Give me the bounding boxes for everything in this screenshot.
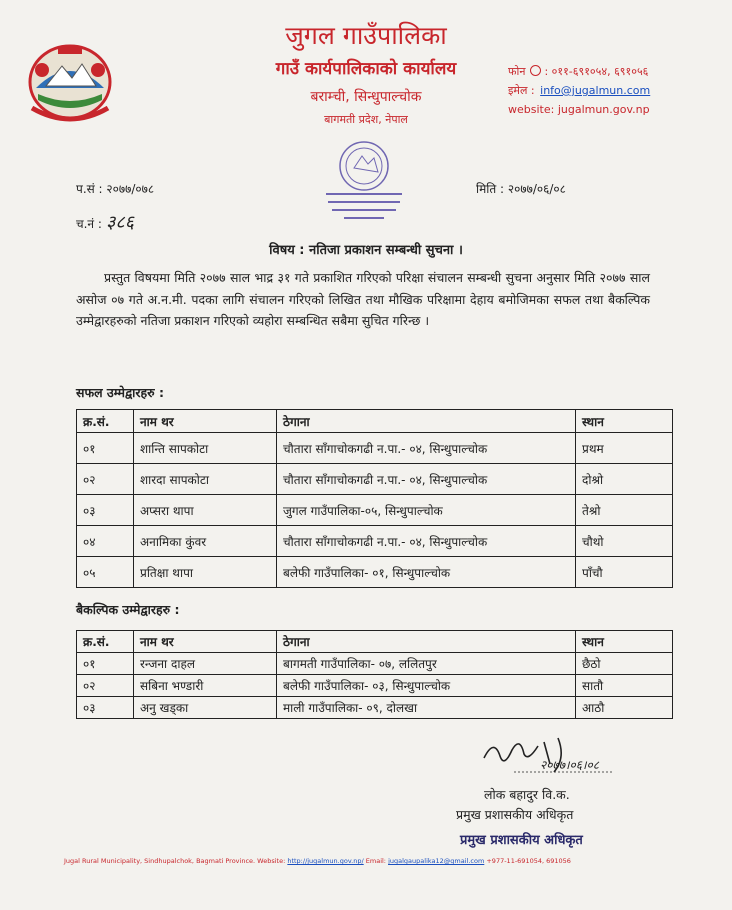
table-cell: सबिना भण्डारी bbox=[134, 675, 277, 697]
table-cell: ०३ bbox=[77, 697, 134, 719]
reference-number: प.सं : २०७७/०७८ bbox=[76, 182, 155, 196]
successful-candidates-table bbox=[76, 409, 673, 588]
letter-date: मिति : २०७७/०६/०८ bbox=[476, 182, 566, 196]
table-cell: चौतारा साँगाचोकगढी न.पा.- ०४, सिन्धुपाल्चोक bbox=[277, 526, 576, 557]
table-cell: सातौ bbox=[576, 675, 673, 697]
footer-email-label: Email: bbox=[365, 857, 386, 865]
table-row bbox=[77, 557, 673, 588]
column-header: ठेगाना bbox=[277, 410, 576, 433]
successful-heading: सफल उम्मेद्वारहरु : bbox=[76, 385, 164, 400]
table-row bbox=[77, 495, 673, 526]
column-header: स्थान bbox=[576, 410, 673, 433]
province: बागमती प्रदेश, नेपाल bbox=[324, 113, 408, 126]
alternate-heading: बैकल्पिक उम्मेद्वारहरु : bbox=[76, 602, 180, 617]
column-header: क्र.सं. bbox=[77, 410, 134, 433]
column-header: नाम थर bbox=[134, 410, 277, 433]
footer-phones: +977-11-691054, 691056 bbox=[486, 857, 571, 865]
table-row bbox=[77, 675, 673, 697]
letter-footer bbox=[64, 857, 571, 865]
table-cell: जुगल गाउँपालिका-०५, सिन्धुपाल्चोक bbox=[277, 495, 576, 526]
table-row bbox=[77, 433, 673, 464]
phone-icon bbox=[530, 65, 541, 76]
column-header: ठेगाना bbox=[277, 631, 576, 653]
office-address: बराम्ची, सिन्धुपाल्चोक bbox=[310, 89, 422, 105]
dispatch-number bbox=[76, 210, 134, 234]
signatory-stamp: प्रमुख प्रशासकीय अधिकृत bbox=[460, 833, 583, 848]
table-cell: प्रथम bbox=[576, 433, 673, 464]
table-row bbox=[77, 653, 673, 675]
signatory-name: लोक बहादुर वि.क. bbox=[484, 787, 570, 802]
table-cell: पाँचौ bbox=[576, 557, 673, 588]
table-cell: दोश्रो bbox=[576, 464, 673, 495]
notice-body: प्रस्तुत विषयमा मिति २०७७ साल भाद्र ३१ गते प्रकाशित गरिएको परिक्षा संचालन सम्बन्धी सुचना अनुसार मिति २०७७ साल असोज ०७ गते अ.न.मी. पदका लागि संचालन गरिएको लिखित तथा मौखिक परिक्षामा देहाय बमोजिमका सफल तथा बैकल्पिक उम्मेद्वारहरुको नतिजा प्रकाशन गरिएको व्यहोरा सम्बन्धित सबैमा सुचित गरिन्छ । bbox=[76, 270, 650, 328]
email-link[interactable]: info@jugalmun.com bbox=[540, 84, 651, 97]
table-cell: छैठो bbox=[576, 653, 673, 675]
table-cell: शारदा सापकोटा bbox=[134, 464, 277, 495]
email-line bbox=[508, 81, 650, 100]
table-cell: चौतारा साँगाचोकगढी न.पा.- ०४, सिन्धुपाल्चोक bbox=[277, 433, 576, 464]
table-header-row bbox=[77, 631, 673, 653]
table-row bbox=[77, 526, 673, 557]
table-cell: ०५ bbox=[77, 557, 134, 588]
table-header-row bbox=[77, 410, 673, 433]
contact-block bbox=[508, 62, 650, 119]
table-cell: शान्ति सापकोटा bbox=[134, 433, 277, 464]
table-cell: चौथो bbox=[576, 526, 673, 557]
table-cell: बागमती गाउँपालिका- ०७, ललितपुर bbox=[277, 653, 576, 675]
table-row bbox=[77, 697, 673, 719]
footer-website-link[interactable]: http://jugalmun.gov.np/ bbox=[287, 857, 364, 865]
table-cell: ०२ bbox=[77, 464, 134, 495]
footer-email-link[interactable]: jugalgaupalika12@gmail.com bbox=[388, 857, 485, 865]
signatory-title: प्रमुख प्रशासकीय अधिकृत bbox=[456, 807, 574, 822]
table-cell: बलेफी गाउँपालिका- ०१, सिन्धुपाल्चोक bbox=[277, 557, 576, 588]
website-line: website: jugalmun.gov.np bbox=[508, 103, 650, 116]
table-cell: अनु खड्का bbox=[134, 697, 277, 719]
table-cell: ०२ bbox=[77, 675, 134, 697]
subject-line: विषय : नतिजा प्रकाशन सम्बन्धी सुचना । bbox=[269, 243, 463, 258]
table-cell: चौतारा साँगाचोकगढी न.पा.- ०४, सिन्धुपाल्चोक bbox=[277, 464, 576, 495]
table-cell: बलेफी गाउँपालिका- ०३, सिन्धुपाल्चोक bbox=[277, 675, 576, 697]
table-cell: ०३ bbox=[77, 495, 134, 526]
table-cell: तेश्रो bbox=[576, 495, 673, 526]
email-label: इमेल : bbox=[508, 84, 535, 97]
phone-line bbox=[508, 62, 650, 81]
signature-date: २०७७।०६।०८ bbox=[540, 758, 600, 772]
footer-address: Jugal Rural Municipality, Sindhupalchok, Bagmati Province. Website: bbox=[64, 857, 286, 865]
dispatch-label: च.नं : bbox=[76, 217, 102, 231]
column-header: स्थान bbox=[576, 631, 673, 653]
column-header: क्र.सं. bbox=[77, 631, 134, 653]
table-cell: प्रतिक्षा थापा bbox=[134, 557, 277, 588]
table-cell: ०१ bbox=[77, 653, 134, 675]
dispatch-value: ३८६ bbox=[105, 212, 135, 233]
office-name: गाउँ कार्यपालिकाको कार्यालय bbox=[275, 59, 457, 79]
phone-number: : ०११-६९१०५४, ६९१०५६ bbox=[544, 65, 649, 78]
phone-label: फोन bbox=[508, 65, 526, 78]
table-cell: ०१ bbox=[77, 433, 134, 464]
table-row bbox=[77, 464, 673, 495]
org-name: जुगल गाउँपालिका bbox=[285, 21, 447, 50]
office-stamp bbox=[318, 128, 410, 226]
table-cell: आठौ bbox=[576, 697, 673, 719]
column-header: नाम थर bbox=[134, 631, 277, 653]
table-cell: माली गाउँपालिका- ०९, दोलखा bbox=[277, 697, 576, 719]
table-cell: अनामिका कुंवर bbox=[134, 526, 277, 557]
table-cell: ०४ bbox=[77, 526, 134, 557]
alternate-candidates-table bbox=[76, 630, 673, 719]
table-cell: अप्सरा थापा bbox=[134, 495, 277, 526]
table-cell: रन्जना दाहल bbox=[134, 653, 277, 675]
